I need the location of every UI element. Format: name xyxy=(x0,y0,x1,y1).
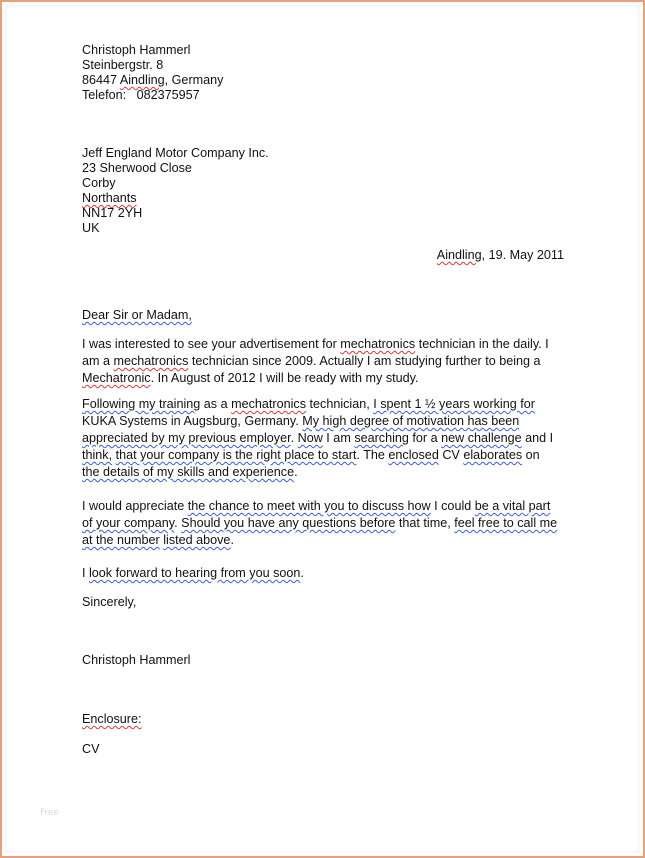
grammar-mark: of your company xyxy=(82,516,175,530)
text-line: the details of my skills and experience. xyxy=(82,465,298,479)
recipient-town: Corby xyxy=(82,176,116,190)
recipient-county: Northants xyxy=(82,191,137,205)
grammar-mark: searching xyxy=(354,431,409,445)
recipient-street: 23 Sherwood Close xyxy=(82,161,192,175)
letter-date: Aindling, 19. May 2011 xyxy=(436,248,564,262)
paragraph-3 xyxy=(82,498,572,549)
sender-name: Christoph Hammerl xyxy=(82,43,191,57)
grammar-mark: elaborates xyxy=(463,448,523,462)
spellcheck-mark: Aindling xyxy=(436,248,482,262)
signature-name: Christoph Hammerl xyxy=(82,653,191,667)
sender-phone: Telefon: 082375957 xyxy=(82,88,200,102)
grammar-mark: the chance to meet with you to discuss how xyxy=(187,499,431,513)
text-line: I was interested to see your advertisement for mechatronics technician in the daily. I xyxy=(82,337,549,351)
paragraph-1 xyxy=(82,336,572,387)
grammar-mark: Should you have any questions before xyxy=(181,516,396,530)
grammar-mark: be a vital part xyxy=(474,499,551,513)
text-line: Mechatronic. In August of 2012 I will be ready with my study. xyxy=(82,371,419,385)
text-line: at the number listed above. xyxy=(82,533,234,547)
grammar-mark: My high degree of motivation has been xyxy=(302,414,520,428)
text-line: appreciated by my previous employer. Now I am searching for a new challenge and I xyxy=(82,431,554,445)
paragraph-2 xyxy=(82,396,572,481)
grammar-mark: that your company is the right place to start xyxy=(115,448,357,462)
spellcheck-mark: Aindling xyxy=(119,73,165,87)
spellcheck-mark: mechatronics xyxy=(340,337,416,351)
text-line: I would appreciate the chance to meet with you to discuss how I could be a vital part xyxy=(82,499,551,513)
spellcheck-mark: mechatronics xyxy=(231,397,307,411)
text-line: Following my training as a mechatronics technician, I spent 1 ½ years working for xyxy=(82,397,535,411)
recipient-address xyxy=(82,146,269,236)
recipient-country: UK xyxy=(82,221,100,235)
grammar-mark: Following my training xyxy=(82,397,201,411)
grammar-mark: listed above xyxy=(163,533,231,547)
recipient-company: Jeff England Motor Company Inc. xyxy=(82,146,269,160)
salutation: Dear Sir or Madam, xyxy=(82,308,192,322)
enclosure-item: CV xyxy=(82,742,100,756)
grammar-mark: appreciated by my previous employer xyxy=(82,431,291,445)
grammar-mark: feel free to call me xyxy=(454,516,558,530)
paragraph-4 xyxy=(82,565,572,582)
grammar-mark: at the number xyxy=(82,533,160,547)
text-line: think, that your company is the right place to start. The enclosed CV elaborates on xyxy=(82,448,540,462)
sender-city: 86447 Aindling, Germany xyxy=(82,73,224,87)
text-line: KUKA Systems in Augsburg, Germany. My high degree of motivation has been xyxy=(82,414,520,428)
grammar-mark: new challenge xyxy=(441,431,522,445)
enclosure-label: Enclosure: xyxy=(82,712,142,726)
grammar-mark: Now xyxy=(297,431,323,445)
grammar-mark: I spent 1 ½ years working for xyxy=(373,397,535,411)
text-line: of your company. Should you have any questions before that time, feel free to call me xyxy=(82,516,558,530)
sender-street: Steinbergstr. 8 xyxy=(82,58,164,72)
recipient-postcode: NN17 2YH xyxy=(82,206,143,220)
spellcheck-mark: mechatronics xyxy=(113,354,189,368)
grammar-mark: look forward to hearing from you soon xyxy=(89,566,301,580)
grammar-mark: the details of my skills and experience xyxy=(82,465,295,479)
grammar-mark: think, xyxy=(82,448,113,462)
text-line: am a mechatronics technician since 2009. Actually I am studying further to being a xyxy=(82,354,541,368)
text-line: I look forward to hearing from you soon. xyxy=(82,566,304,580)
spellcheck-mark: Mechatronic xyxy=(82,371,151,385)
watermark-text: Free xyxy=(40,808,60,818)
grammar-mark: enclosed xyxy=(388,448,439,462)
sender-address xyxy=(82,43,223,103)
closing: Sincerely, xyxy=(82,595,137,609)
